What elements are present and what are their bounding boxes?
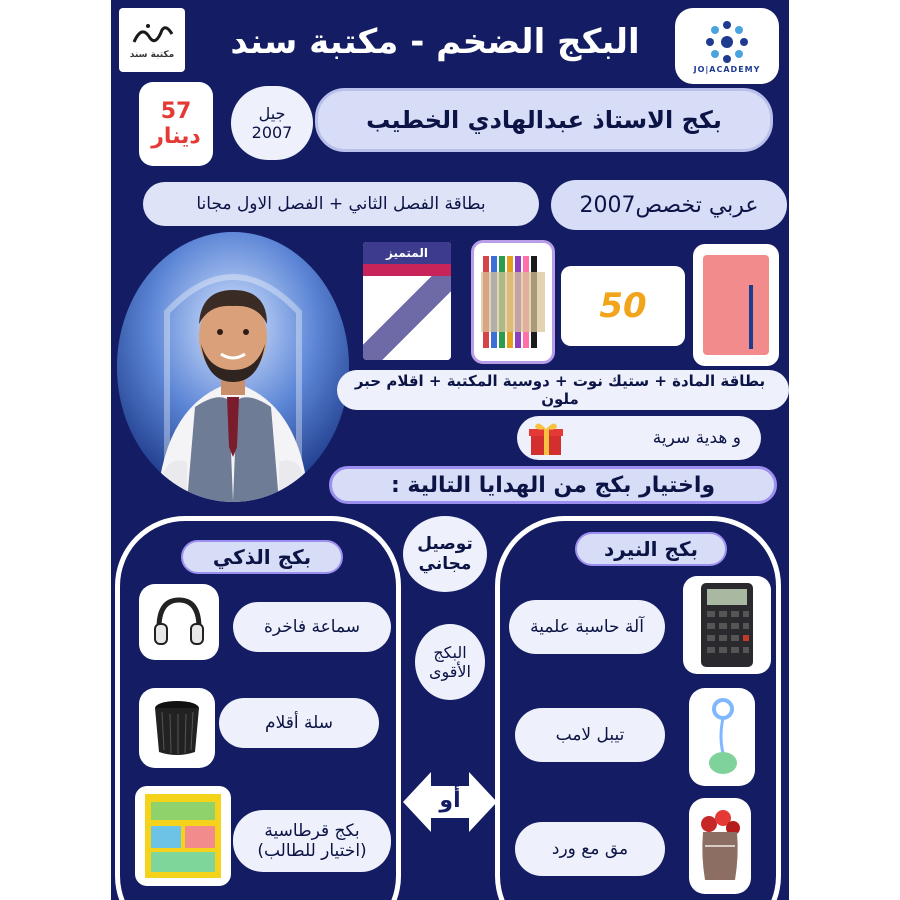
subject-pill: عربي تخصص2007 bbox=[551, 180, 787, 230]
generation-year: 2007 bbox=[251, 123, 293, 142]
smart-item-1-label: سماعة فاخرة bbox=[233, 602, 391, 652]
smart-package-title: بكج الذكي bbox=[181, 540, 343, 574]
smart-item-3-title: بكج قرطاسية bbox=[264, 821, 360, 841]
academy-logo-icon bbox=[704, 19, 750, 65]
price-badge bbox=[139, 82, 213, 166]
smart-item-3-image bbox=[135, 786, 231, 886]
secret-gift-pill bbox=[517, 416, 761, 460]
strongest-package-badge: البكج الأقوى bbox=[415, 624, 485, 700]
stationery-box-icon bbox=[143, 792, 223, 880]
mug-flowers-icon bbox=[695, 806, 745, 886]
nerd-package-title: بكج النيرد bbox=[575, 532, 727, 566]
library-logo bbox=[119, 8, 185, 72]
teacher-package-pill: بكج الاستاذ عبدالهادي الخطيب bbox=[315, 88, 773, 152]
smart-item-1-image bbox=[139, 584, 219, 660]
table-lamp-icon bbox=[699, 697, 745, 777]
pen-basket-icon bbox=[150, 698, 204, 758]
poster bbox=[111, 0, 789, 900]
discount-value: 50 bbox=[599, 286, 647, 326]
library-logo-icon bbox=[128, 20, 176, 50]
headphones-icon bbox=[151, 594, 207, 650]
book-image bbox=[363, 242, 451, 360]
library-logo-text: مكتبة سند bbox=[129, 50, 175, 60]
smart-item-2-label: سلة أقلام bbox=[219, 698, 379, 748]
colored-pens-image bbox=[471, 240, 555, 364]
generation-label: جيل bbox=[258, 104, 286, 123]
or-label: أو bbox=[439, 788, 461, 813]
free-delivery-badge: توصيل مجاني bbox=[403, 516, 487, 592]
smart-item-3-sublabel: (اختيار للطالب) bbox=[257, 841, 367, 861]
price-currency: دينار bbox=[151, 124, 201, 149]
price-amount: 57 bbox=[160, 99, 192, 124]
nerd-item-1-image bbox=[683, 576, 771, 674]
nerd-item-3-label: مق مع ورد bbox=[515, 822, 665, 876]
cards-offer-pill: بطاقة الفصل الثاني + الفصل الاول مجانا bbox=[143, 182, 539, 226]
choose-banner: واختيار بكج من الهدايا التالية : bbox=[329, 466, 777, 504]
nerd-item-1-label: آلة حاسبة علمية bbox=[509, 600, 665, 654]
contents-pill: بطاقة المادة + ستيك نوت + دوسية المكتبة + اقلام حبر ملون bbox=[337, 370, 789, 410]
gift-icon bbox=[527, 419, 565, 457]
nerd-item-2-label: تيبل لامب bbox=[515, 708, 665, 762]
discount-card-image bbox=[561, 266, 685, 346]
smart-item-2-image bbox=[139, 688, 215, 768]
teacher-photo bbox=[117, 232, 349, 502]
nerd-item-2-image bbox=[689, 688, 755, 786]
smart-item-3-label bbox=[233, 810, 391, 872]
page-title: البكج الضخم - مكتبة سند bbox=[230, 22, 640, 62]
secret-gift-label: و هدية سرية bbox=[652, 428, 741, 448]
nerd-item-3-image bbox=[689, 798, 751, 894]
academy-logo bbox=[675, 8, 779, 84]
generation-badge bbox=[231, 86, 313, 160]
academy-logo-text: JO|ACADEMY bbox=[693, 64, 761, 74]
or-arrow bbox=[401, 762, 499, 842]
calculator-icon bbox=[699, 581, 755, 669]
notebook-image bbox=[693, 244, 779, 366]
book-title: المتميز bbox=[363, 242, 451, 264]
